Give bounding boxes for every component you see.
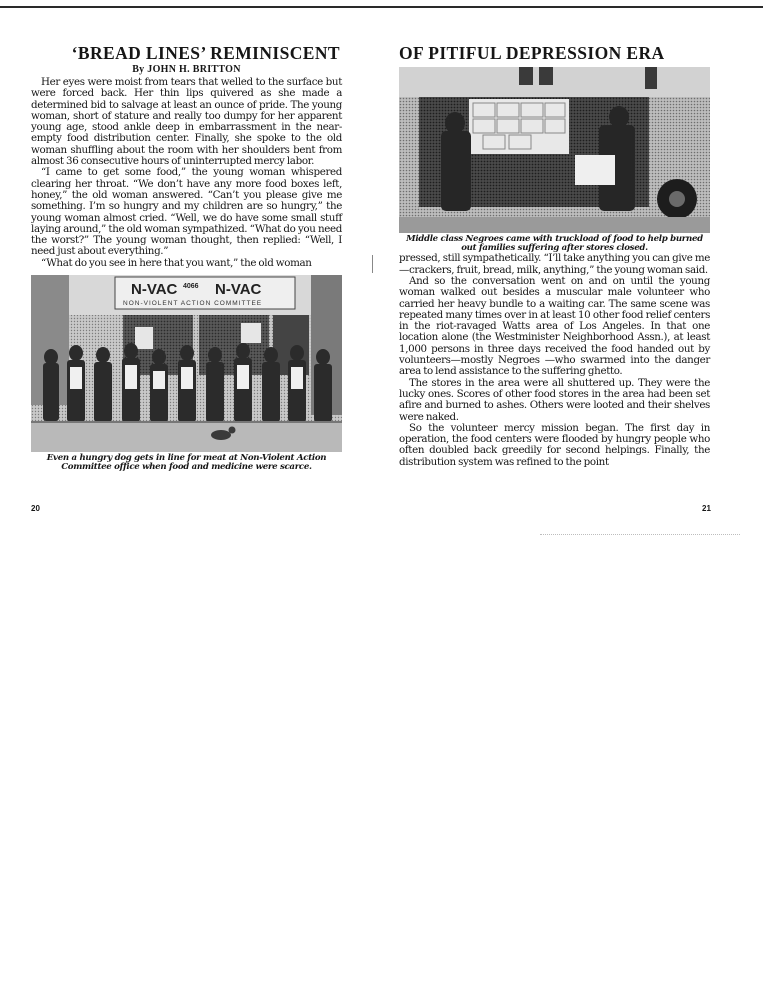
- nvac-office-photo-graphic: [31, 275, 342, 452]
- sign-nvac-repeat-text: N-VAC: [215, 281, 262, 299]
- right-paragraph-1: pressed, still sympathetically. “I’ll take anything you can give me—crackers, fruit, bread, milk, anything,” the young woman said.: [399, 252, 710, 276]
- byline: By JOHN H. BRITTON: [132, 64, 241, 75]
- truck-photo-graphic: [399, 67, 710, 233]
- left-paragraph-3: “What do you see in here that you want,” the old woman: [41, 256, 312, 269]
- nvac-office-photo: [31, 275, 342, 452]
- right-photo-caption: Middle class Negroes came with truckload of food to help burned out families suffering after stores closed.: [406, 234, 703, 254]
- gutter-mark: [372, 255, 373, 273]
- page-number-left: 20: [31, 504, 40, 513]
- right-paragraph-3: The stores in the area were all shuttered up. They were the lucky ones. Scores of other food stores in the area had been set afire and burned to ashes. Others were looted and their shelves were naked.: [399, 376, 710, 423]
- right-page-title: OF PITIFUL DEPRESSION ERA: [399, 43, 665, 63]
- top-rule: [0, 6, 763, 8]
- left-photo-caption: Even a hungry dog gets in line for meat at Non-Violent Action Committee office when food and medicine were scarce.: [46, 453, 327, 473]
- left-paragraph-1: Her eyes were moist from tears that welled to the surface but were forced back. Her thin lips quivered as she made a determined bid to salvage at least an ounce of pride. The young woman, short of stature and really too dumpy for her apparent young age, stood ankle deep in embarrassment in the near-empty food distribution center. Finally, she spoke to the old woman shuffling about the room with her shoulders bent from almost 36 consecutive hours of uninterrupted mercy labor.: [31, 76, 342, 168]
- truck-photo: [399, 67, 710, 233]
- left-page: [31, 44, 342, 472]
- scan-artifact-line: [540, 534, 740, 536]
- sign-nvac-text: N-VAC: [131, 281, 178, 299]
- right-paragraph-4: So the volunteer mercy mission began. The first day in operation, the food centers were flooded by hungry people who often doubled back greedily for second helpings. Finally, the distribution system was refined to the point: [399, 421, 710, 468]
- sign-committee-text: NON-VIOLENT ACTION COMMITTEE: [123, 300, 263, 308]
- page-number-right: 21: [702, 504, 711, 513]
- right-paragraph-2: And so the conversation went on and on until the young woman walked out besides a muscular male volunteer who carried her heavy bundle to a waiting car. The same scene was repeated many times over in at least 10 other food relief centers in the riot-ravaged Watts area of Los Angeles. In that one location alone (the Westminister Neighborhood Assn.), at least 1,000 persons in three days received the food handed out by volunteers—mostly Negroes —who swarmed into the danger area to lend assistance to the suffering ghetto.: [399, 275, 710, 378]
- left-paragraph-2: “I came to get some food,” the young woman whispered clearing her throat. “We don’t have any more food boxes left, honey,” the old woman answered. “Can’t you please give me something. I’m so hungry and my children are so hungry,” the young woman almost cried. “Well, we do have some small stuff laying around,” the old woman sympathized. “What do you need the worst?” The young woman thought, then replied: “Well, I need just about everything.”: [31, 166, 342, 258]
- sign-number-text: 4066: [183, 283, 199, 291]
- right-page: [399, 44, 710, 468]
- left-page-title: ‘BREAD LINES’ REMINISCENT: [71, 43, 340, 63]
